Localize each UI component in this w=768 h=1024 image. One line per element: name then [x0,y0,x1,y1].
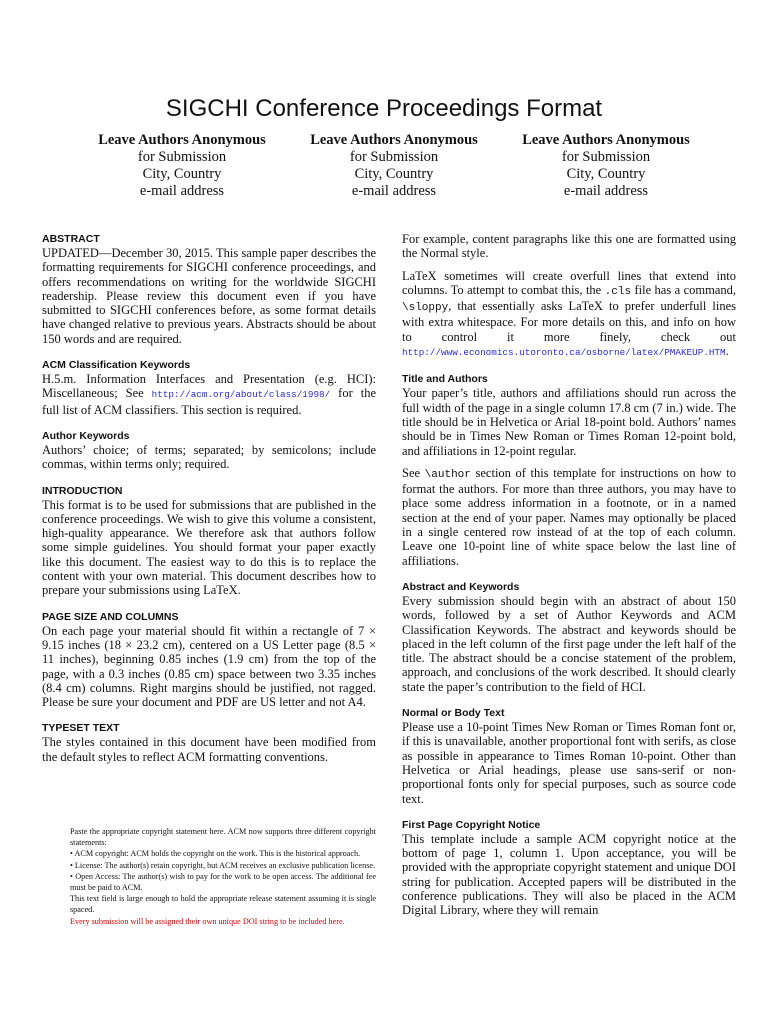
author-location: City, Country [142,166,222,182]
overfull-text-d: to prefer underfull lines with extra whitespace. For more details on this, and info on how to control it more finely, check out [402,299,736,344]
cls-code: .cls [604,285,632,298]
abstract-keywords-text: Every submission should begin with an abstract of about 150 words, followed by a set of Author Keywords and ACM Classification Keywords. The abstract and keywords should be placed in the left column of the first page under the left half of the title. The abstract should be a concise statement of the problem, approach, and conclusions of the work described. It should clearly state the paper’s contribution to the field of HCI. [402,593,736,694]
acm-class-text-a: H.5.m. Information Interfaces and Presentation (e.g. HCI): Miscellaneous; See [42,372,376,401]
pmakeup-link[interactable]: http://www.economics.utoronto.ca/osborne/latex/PMAKEUP.HTM [402,347,726,359]
introduction-end: . [237,583,241,598]
author-email: e-mail address [351,183,437,199]
overfull-text-a: sometimes will create overfull lines that extend into columns. To attempt to combat this, the [402,268,736,297]
author-affiliation: for Submission [561,149,651,165]
author-section-text [402,466,736,568]
author-email: e-mail address [563,183,649,199]
author-location: City, Country [566,166,646,182]
acm-class-text [42,372,376,417]
copyright-notice-text: This template include a sample ACM copyright notice at the bottom of page 1, column 1. Upon acceptance, you will be provided with the appropriate copyright statement and unique DOI string for publication. Accepted papers will be distributed in the conference publications. They will also be placed in the ACM Digital Library, where they will remain [402,831,736,918]
latex-logo: LaTeX [402,268,437,283]
author-cmd-code: \author [424,468,471,481]
latex-logo: LaTeX [203,583,238,598]
page-size-heading: PAGE SIZE AND COLUMNS [42,610,179,623]
normal-style-example: For example, content paragraphs like this one are formatted using the Normal style. [402,232,736,261]
author-name: Leave Authors Anonymous [522,132,690,148]
author-affiliation: for Submission [137,149,227,165]
copyright-item-acm: • ACM copyright: ACM holds the copyright on the work. This is the historical approach. [70,849,361,859]
right-column [402,232,736,918]
copyright-doi-note: Every submission will be assigned their own unique DOI string to be included here. [70,916,345,926]
overfull-text-end: . [725,344,729,359]
introduction-body: This format is to be used for submissions that are published in the conference proceedings. We wish to give this volume a consistent, high-quality appearance. We therefore ask that authors follow some simple guidelines. You should format your paper exactly like this document. The easiest way to do this is to replace the content with your own material. This document describes how to prepare your submissions using [42,497,376,598]
acm-class-link[interactable]: http://acm.org/about/class/1998/ [151,389,331,401]
author-3 [506,132,706,200]
sloppy-code: \sloppy [402,302,449,315]
author-affiliation: for Submission [349,149,439,165]
acm-class-text-b: for the full list of ACM classifiers. This section is required. [42,386,376,417]
latex-logo: LaTeX [568,299,603,314]
author-section-a: See [402,465,425,480]
normal-body-heading: Normal or Body Text [402,707,505,720]
author-location: City, Country [354,166,434,182]
left-column [42,232,376,764]
title-authors-text: Your paper’s title, authors and affiliations should run across the full width of the page in a single column 17.8 cm (7 in.) wide. The title should be in Helvetica or Arial 18-point bold. Authors’ names should be in Times New Roman or Times Roman 12-point bold, and affiliations in 12-point regular. [402,386,736,458]
introduction-text [42,498,376,598]
copyright-item-open-access: • Open Access: The author(s) wish to pay for the work to be open access. The additional fee must be paid to ACM. [70,871,376,893]
copyright-box [70,826,376,927]
introduction-heading: INTRODUCTION [42,484,123,497]
abstract-keywords-heading: Abstract and Keywords [402,580,520,593]
page-size-text: On each page your material should fit within a rectangle of 7 × 9.15 inches (18 × 23.2 cm), centered on a US Letter page (8.5 × 11 inches), beginning 0.85 inches (1.9 cm) from the top of the page, with a 0.3 inches (0.85 cm) space between two 3.35 inches (8.4 cm) columns. Right margins should be justified, not ragged. Please be sure your document and PDF are US letter and not A4. [42,623,376,710]
copyright-intro: Paste the appropriate copyright statement here. ACM now supports three different copyright statements: [70,827,376,848]
typeset-text: The styles contained in this document have been modified from the default styles to reflect ACM formatting conventions. [42,735,376,764]
author-2 [294,132,494,200]
copyright-item-license: • License: The author(s) retain copyright, but ACM receives an exclusive publication license. [70,860,376,870]
abstract-text: UPDATED—December 30, 2015. This sample paper describes the formatting requirements for SIGCHI conference proceedings, and offers recommendations on writing for the worldwide SIGCHI readership. Please review this document even if you have submitted to SIGCHI conferences before, as some format details have changed relative to previous years. Abstracts should be about 150 words and are required. [42,246,376,346]
typeset-heading: TYPESET TEXT [42,722,120,735]
author-block [82,132,706,200]
author-section-b: section of this template for instructions on how to format the authors. For more than three authors, you may have to place some address information in a footnote, or in a named section at the end of your paper. Names may optionally be placed in a single centered row instead of at the top of each column. Leave one 10-point line of white space below the last line of affiliations. [402,465,736,568]
title-authors-heading: Title and Authors [402,373,488,386]
author-name: Leave Authors Anonymous [310,132,478,148]
author-email: e-mail address [139,183,225,199]
author-keywords-text: Authors’ choice; of terms; separated; by semicolons; include commas, within terms only; required. [42,442,376,472]
acm-class-heading: ACM Classification Keywords [42,359,191,372]
author-keywords-heading: Author Keywords [42,429,130,442]
copyright-note: This text field is large enough to hold the appropriate release statement assuming it is single spaced. [70,894,376,915]
overfull-text-c: , that essentially asks [448,299,569,314]
paper-title: SIGCHI Conference Proceedings Format [165,95,603,122]
author-name: Leave Authors Anonymous [98,132,266,148]
normal-body-text: Please use a 10-point Times New Roman or Times Roman font or, if this is unavailable, another proportional font with serifs, as close as possible in appearance to Times Roman 10-point. Other than Helvetica or Arial headings, please use sans-serif or non-proportional fonts only for special purposes, such as source code text. [402,720,736,806]
overfull-text-b: file has a command, [631,282,736,297]
author-1 [82,132,282,200]
latex-overfull-text [402,269,736,361]
copyright-notice-heading: First Page Copyright Notice [402,818,541,831]
abstract-heading: ABSTRACT [42,233,100,245]
